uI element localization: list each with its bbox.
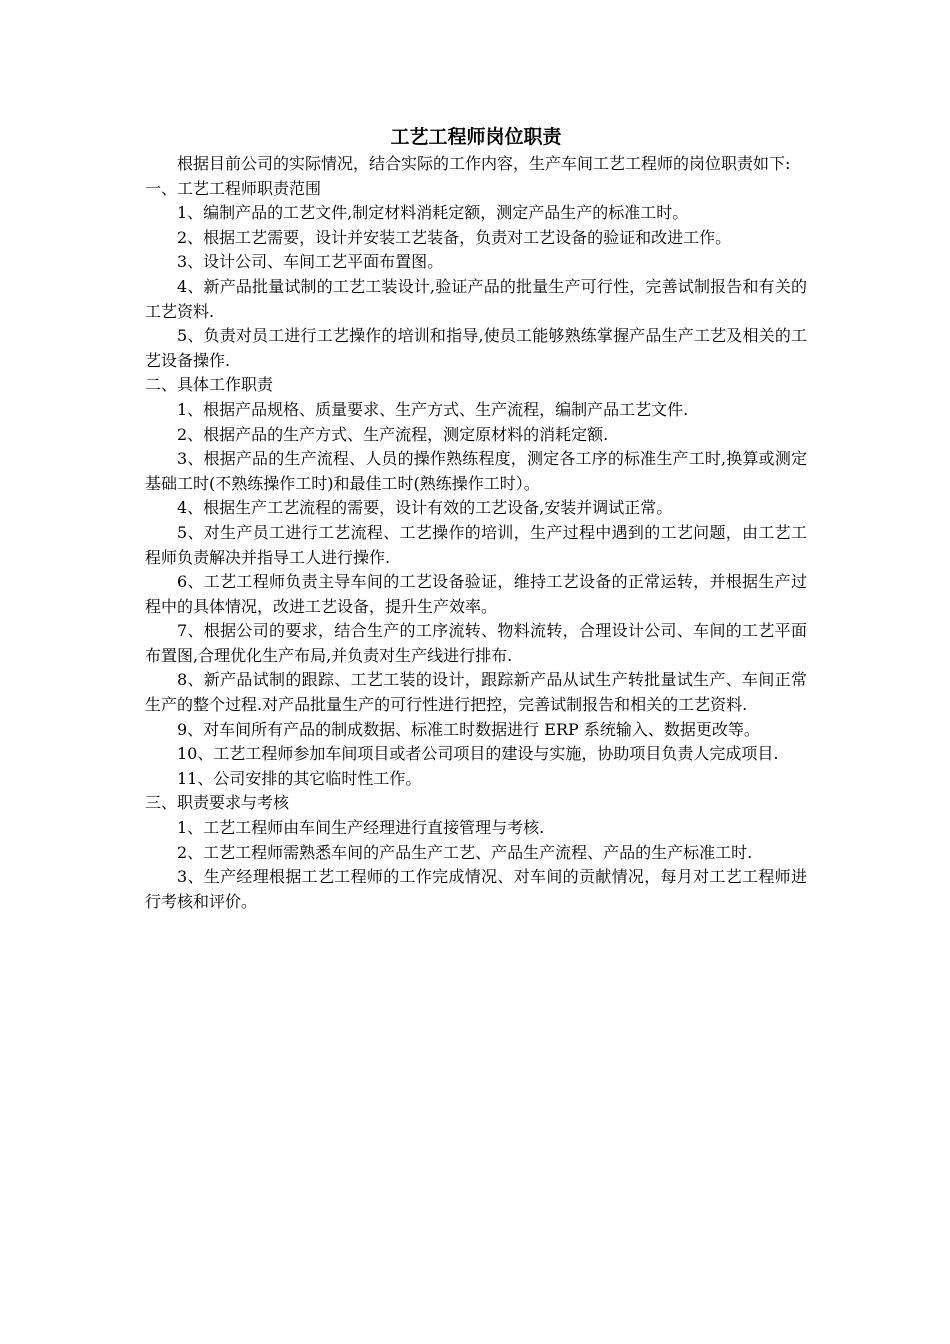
list-item: 4、新产品批量试制的工艺工装设计,验证产品的批量生产可行性，完善试制报告和有关的工艺资料. (145, 276, 807, 321)
list-item: 7、根据公司的要求，结合生产的工序流转、物料流转，合理设计公司、车间的工艺平面布置图,合理优化生产布局,并负责对生产线进行排布. (145, 621, 807, 665)
list-item: 8、新产品试制的跟踪、工艺工装的设计，跟踪新产品从试生产转批量试生产、车间正常生产的整个过程.对产品批量生产的可行性进行把控，完善试制报告和相关的工艺资料. (145, 670, 807, 715)
list-item: 1、编制产品的工艺文件,制定材料消耗定额，测定产品生产的标准工时。 (177, 203, 689, 223)
list-item: 1、工艺工程师由车间生产经理进行直接管理与考核. (177, 818, 545, 838)
list-item: 2、工艺工程师需熟悉车间的产品生产工艺、产品生产流程、产品的生产标准工时. (177, 842, 753, 862)
intro-paragraph: 根据目前公司的实际情况，结合实际的工作内容，生产车间工艺工程师的岗位职责如下: (177, 154, 791, 173)
list-item: 10、工艺工程师参加车间项目或者公司项目的建设与实施，协助项目负责人完成项目. (177, 744, 779, 764)
section-heading: 三、职责要求与考核 (145, 793, 290, 813)
list-item: 3、根据产品的生产流程、人员的操作熟练程度，测定各工序的标准生产工时,换算或测定基础工时(不熟练操作工时)和最佳工时(熟练操作工时）。 (145, 449, 807, 493)
document-page (145, 122, 807, 914)
list-item: 3、生产经理根据工艺工程师的工作完成情况、对车间的贡献情况，每月对工艺工程师进行考核和评价。 (145, 867, 807, 911)
list-item: 1、根据产品规格、质量要求、生产方式、生产流程，编制产品工艺文件. (177, 399, 689, 419)
list-item: 9、对车间所有产品的制成数据、标准工时数据进行 ERP 系统输入、数据更改等。 (177, 719, 760, 739)
section-heading: 一、工艺工程师职责范围 (145, 178, 322, 198)
list-item: 2、根据产品的生产方式、生产流程，测定原材料的消耗定额. (177, 424, 609, 444)
section-heading: 二、具体工作职责 (145, 375, 274, 395)
list-item: 3、设计公司、车间工艺平面布置图。 (177, 252, 444, 272)
list-item: 6、工艺工程师负责主导车间的工艺设备验证，维持工艺设备的正常运转，并根据生产过程中的具体情况，改进工艺设备，提升生产效率。 (145, 572, 807, 616)
list-item: 2、根据工艺需要，设计并安装工艺装备，负责对工艺设备的验证和改进工作。 (177, 227, 732, 247)
document-title: 工艺工程师岗位职责 (390, 126, 562, 148)
list-item: 11、公司安排的其它临时性工作。 (177, 768, 422, 788)
list-item: 5、对生产员工进行工艺流程、工艺操作的培训，生产过程中遇到的工艺问题，由工艺工程师负责解决并指导工人进行操作. (145, 522, 807, 567)
list-item: 4、根据生产工艺流程的需要，设计有效的工艺设备,安装并调试正常。 (177, 498, 673, 518)
list-item: 5、负责对员工进行工艺操作的培训和指导,使员工能够熟练掌握产品生产工艺及相关的工艺设备操作. (145, 326, 807, 370)
